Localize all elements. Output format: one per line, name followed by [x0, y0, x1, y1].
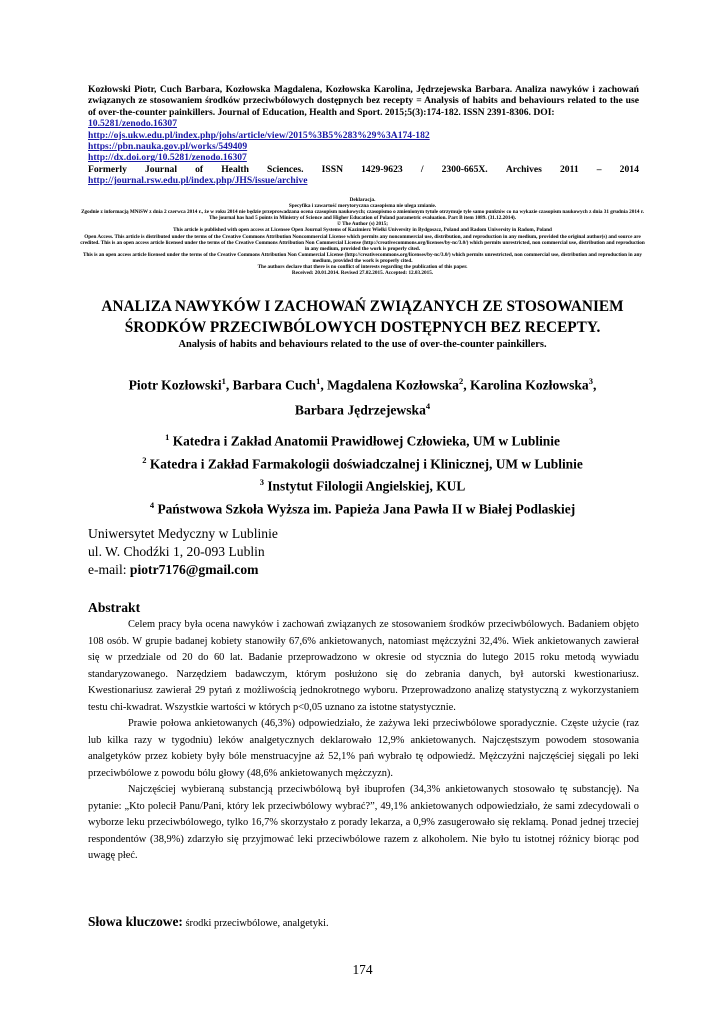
formerly-word: 2014 [619, 163, 639, 175]
affiliation-item [80, 451, 645, 474]
author-name: Karolina Kozłowska [470, 377, 589, 393]
email-label: e-mail: [88, 562, 130, 577]
affiliation-text: Katedra i Zakład Anatomii Prawidłowej Człowieka, UM w Lublinie [172, 433, 560, 449]
declaration-line: The authors declare that there is no conflict of interests regarding the publication of this paper. [257, 264, 468, 271]
page-number: 174 [352, 962, 373, 977]
author-separator: , [225, 377, 233, 393]
author-name: Magdalena Kozłowska [327, 377, 459, 393]
author-sup: 4 [425, 400, 431, 411]
contact-address: ul. W. Chodźki 1, 20-093 Lublin [88, 544, 265, 559]
author-separator: , [320, 377, 328, 393]
formerly-word: – [596, 163, 602, 175]
formerly-word: 1429-9623 [361, 163, 403, 175]
author-sup: 2 [458, 376, 464, 386]
declaration-line: Zgodnie z informacją MNiSW z dnia 2 czerwca 2014 r., że w roku 2014 nie będzie przeprowadzana ocena czasopism naukowych; czasopismo o zmienionym tytule otrzymuje tyle samo punktów co na wykazie czasopism naukowych z dnia 31 grudnia 2014 r. [81, 209, 644, 216]
author-separator: , [592, 377, 597, 393]
paper-title [80, 296, 645, 338]
paper-subtitle: Analysis of habits and behaviours related to the use of over-the-counter painkillers. [178, 339, 547, 350]
declaration-line: Specyfika i zawartość merytoryczna czasopisma nie ulega zmianie. [288, 203, 437, 210]
keywords-line [88, 914, 639, 930]
author-name: Barbara Cuch [232, 377, 317, 393]
contact-email-line [88, 561, 488, 579]
pbn-link[interactable]: https://pbn.nauka.gov.pl/works/549409 [88, 141, 248, 153]
formerly-word: Journal [145, 163, 177, 175]
abstract-paragraph: Prawie połowa ankietowanych (46,3%) odpowiedziało, że zażywa leki przeciwbólowe sporadycznie. Częste użycie (raz lub kilka razy w tygodniu) leków analgetycznych deklarowało 12,9% ankietowanych. Najczęstszym powodem stosowania analgetyków przez kobiety były bóle menstruacyjne aż 52,1% pań wybrało tę odpowiedź. Mężczyźni najczęściej sięgali po leki przeciwbólowe z powodu bólu głowy (48,6% ankietowanych mężczyzn). [88, 718, 639, 779]
formerly-line [88, 164, 639, 175]
formerly-word: Archives [505, 163, 542, 175]
abstract-paragraph: Najczęściej wybieraną substancją przeciwbólową był ibuprofen (34,3% ankietowanych stosowało tę substancję). Na pytanie: „Kto polecił Panu/Pani, który lek przeciwbólowy wybrać?”, 49,1% ankietowanych odpowiedziało, że sami zdecydowali o wyborze leku przeciwbólowego, tylko 16,7% skorzystało z porady lekarza, a 0,9% zasugerowało się reklamą. Ponad jednej trzeciej respondentów (38,9%) zdarzyło się przyjmować leki przeciwbólowe razem z alkoholem. Nie było tu istotnej różnicy biorąc pod uwagę płeć. [88, 784, 639, 861]
contact-block [88, 525, 488, 579]
formerly-word: ISSN [321, 163, 344, 175]
affiliation-list [80, 428, 645, 519]
affiliation-text: Katedra i Zakład Farmakologii doświadczalnej i Klinicznej, UM w Lublinie [149, 456, 583, 472]
declaration-line: Deklaracja. [349, 197, 376, 203]
affiliation-sup: 1 [165, 432, 170, 442]
declaration-line: © The Author (s) 2015; [337, 221, 388, 228]
author-separator: , [463, 377, 471, 393]
affiliation-sup: 3 [259, 477, 264, 488]
keywords-text: środki przeciwbólowe, analgetyki. [182, 918, 329, 929]
affiliation-item [80, 428, 645, 451]
formerly-word: of [195, 163, 204, 175]
author-sup: 1 [221, 376, 226, 386]
doi-link[interactable]: 10.5281/zenodo.16307 [88, 118, 178, 130]
abstract-body [88, 617, 639, 865]
email-address[interactable]: piotr7176@gmail.com [129, 562, 259, 577]
formerly-word: / [420, 163, 424, 175]
author-sup: 1 [316, 376, 321, 386]
author-list [80, 371, 645, 420]
affiliation-item [80, 473, 645, 496]
affiliation-sup: 2 [142, 454, 147, 465]
citation-block [88, 84, 639, 187]
declaration-line: Received: 20.01.2014. Revised 27.02.2015. Accepted: 12.03.2015. [291, 270, 434, 277]
keywords-label: Słowa kluczowe: [88, 914, 183, 929]
title-line-1: ANALIZA NAWYKÓW I ZACHOWAŃ ZWIĄZANYCH ZE STOSOWANIEM [101, 298, 624, 315]
contact-institution: Uniwersytet Medyczny w Lublinie [88, 526, 278, 541]
formerly-word: 2011 [559, 163, 579, 175]
declaration-line: This article is published with open access at Licensee Open Journal Systems of Kazimierz Wielki University in Bydgoszcz, Poland and Radom University in Radom, Poland [173, 227, 552, 234]
dx-doi-link[interactable]: http://dx.doi.org/10.5281/zenodo.16307 [88, 152, 247, 164]
abstract-paragraph: Celem pracy była ocena nawyków i zachowań związanych ze stosowaniem środków przeciwbólowych. Badaniem objęto 108 osób. W grupie badanej kobiety stanowiły 67,6% ankietowanych, natomiast mężczyźni 32,4%. Wiek ankietowanych zawierał się w przedziale od 20 do 60 lat. Badanie przeprowadzono w okresie od stycznia do lutego 2015 roku metodą wywiadu standaryzowanego. Narzędziem badawczym, którym posłużono się do zebrania danych, był autorski kwestionariusz. Kwestionariusz zawierał 29 pytań z możliwością jednokrotnego wyboru. Przeprowadzono analizę statystyczną z wykorzystaniem testu chi-kwadrat. Wszystkie wartości w których p<0,05 uznano za istotne statystycznie. [88, 619, 639, 713]
author-name: Piotr Kozłowski [128, 377, 222, 393]
formerly-word: Formerly [88, 163, 127, 175]
formerly-word: 2300-665X. [441, 163, 488, 175]
affiliation-sup: 4 [149, 500, 155, 511]
declaration-line: This is an open access article licensed under the terms of the Creative Commons Attribution Non Commercial License (http://creativecommons.org/licenses/by-nc/3.0/) which permits unrestricted, non commercial use, distribution and reproduction in any medium, provided the work is properly cited. [82, 251, 642, 264]
declaration-block [80, 197, 645, 276]
ojs-link[interactable]: http://ojs.ukw.edu.pl/index.php/johs/article/view/2015%3B5%283%29%3A174-182 [88, 129, 430, 141]
author-name: Barbara Jędrzejewska [294, 402, 426, 418]
author-sup: 3 [588, 376, 593, 386]
archive-link[interactable]: http://journal.rsw.edu.pl/index.php/JHS/issue/archive [88, 175, 308, 187]
formerly-word: Health [221, 163, 249, 175]
abstract-heading: Abstrakt [88, 600, 141, 615]
affiliation-text: Instytut Filologii Angielskiej, KUL [267, 478, 466, 494]
author-line-1 [80, 371, 645, 396]
title-line-2: ŚRODKÓW PRZECIWBÓLOWYCH DOSTĘPNYCH BEZ RECEPTY. [124, 319, 601, 336]
declaration-line: The journal has had 5 points in Ministry of Science and Higher Education of Poland parametric evaluation. Part B item 1089. (31.12.2014). [208, 215, 517, 222]
affiliation-text: Państwowa Szkoła Wyższa im. Papieża Jana Pawła II w Białej Podlaskiej [157, 501, 576, 517]
declaration-line: Open Access. This article is distributed under the terms of the Creative Commons Attribution Noncommercial License which permits any noncommercial use, distribution, and reproduction in any medium, provided the original author(s) and source are credited. This is an open access article licensed under the terms of the Creative Commons Attribution Non Commercial License (http://creativecommons.org/licenses/by-nc/3.0/) which permits unrestricted, non commercial use, distribution and reproduction in any medium, provided the work is properly cited. [80, 233, 645, 252]
citation-text: Kozłowski Piotr, Cuch Barbara, Kozłowska Magdalena, Kozłowska Karolina, Jędrzejewska Barbara. Analiza nawyków i zachowań związanych ze stosowaniem środków przeciwbólowych dostępnych bez recepty = Analysis of habits and behaviours related to the use of over-the-counter painkillers. Journal of Education, Health and Sport. 2015;5(3):174-182. ISSN 2391-8306. DOI: [88, 84, 639, 118]
formerly-word: Sciences. [267, 163, 304, 175]
author-line-2 [80, 396, 645, 421]
affiliation-item [80, 496, 645, 519]
